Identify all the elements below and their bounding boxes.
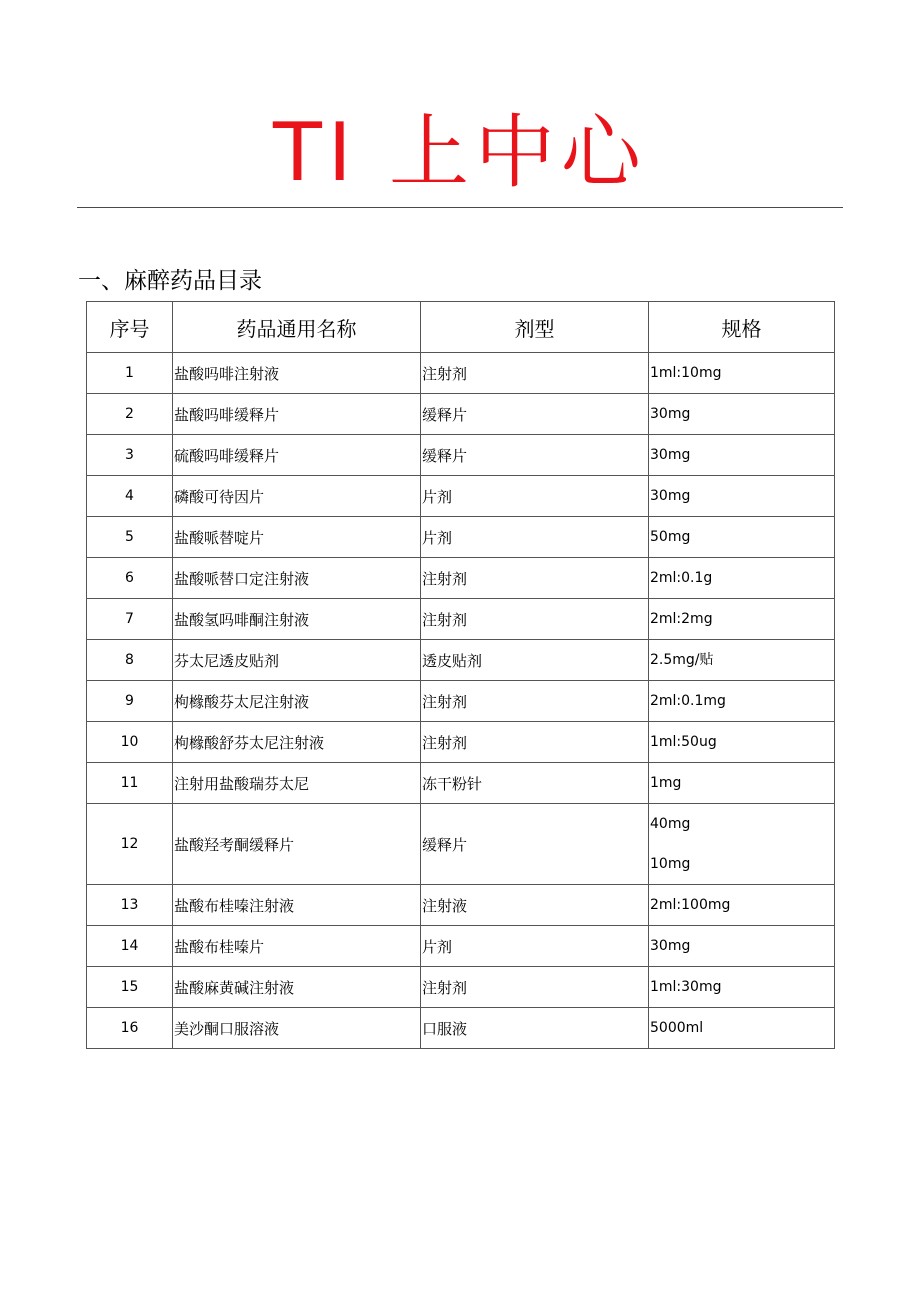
spec-value: 40mg — [650, 816, 691, 832]
cell-dosage-form: 注射剂 — [421, 681, 649, 722]
cell-specification — [649, 722, 835, 763]
cell-specification — [649, 435, 835, 476]
table-row — [87, 558, 835, 599]
header-form: 剂型 — [421, 302, 649, 353]
cell-dosage-form: 注射剂 — [421, 722, 649, 763]
cell-number: 12 — [87, 804, 173, 885]
cell-drug-name: 盐酸布桂嗪注射液 — [173, 885, 421, 926]
header-spec: 规格 — [649, 302, 835, 353]
cell-drug-name: 枸橼酸芬太尼注射液 — [173, 681, 421, 722]
cell-dosage-form: 注射剂 — [421, 599, 649, 640]
cell-dosage-form: 注射剂 — [421, 558, 649, 599]
cell-number: 3 — [87, 435, 173, 476]
table-body — [87, 353, 835, 1049]
cell-dosage-form: 片剂 — [421, 517, 649, 558]
cell-drug-name: 盐酸吗啡缓释片 — [173, 394, 421, 435]
cell-specification — [649, 763, 835, 804]
cell-specification — [649, 353, 835, 394]
document-title: TI 上中心 — [273, 106, 647, 199]
cell-specification — [649, 476, 835, 517]
spec-value: 30mg — [650, 406, 691, 422]
cell-drug-name: 盐酸哌替啶片 — [173, 517, 421, 558]
cell-specification — [649, 558, 835, 599]
spec-value: 30mg — [650, 447, 691, 463]
cell-number: 14 — [87, 926, 173, 967]
table-row — [87, 804, 835, 885]
spec-value: 2ml:100mg — [650, 897, 731, 913]
cell-specification — [649, 967, 835, 1008]
spec-value: 2ml:0.1mg — [650, 693, 726, 709]
table-header-row — [87, 302, 835, 353]
cell-drug-name: 盐酸氢吗啡酮注射液 — [173, 599, 421, 640]
cell-number: 11 — [87, 763, 173, 804]
cell-dosage-form: 片剂 — [421, 476, 649, 517]
cell-dosage-form: 缓释片 — [421, 394, 649, 435]
cell-specification — [649, 640, 835, 681]
cell-specification — [649, 599, 835, 640]
cell-number: 7 — [87, 599, 173, 640]
cell-dosage-form: 透皮贴剂 — [421, 640, 649, 681]
table-row — [87, 353, 835, 394]
cell-specification — [649, 804, 835, 885]
table-row — [87, 722, 835, 763]
spec-value: 30mg — [650, 938, 691, 954]
cell-drug-name: 盐酸布桂嗪片 — [173, 926, 421, 967]
cell-number: 8 — [87, 640, 173, 681]
spec-value: 2ml:2mg — [650, 611, 713, 627]
table-row — [87, 476, 835, 517]
cell-drug-name: 盐酸麻黄碱注射液 — [173, 967, 421, 1008]
spec-value: 1ml:30mg — [650, 979, 722, 995]
cell-specification — [649, 394, 835, 435]
header-name: 药品通用名称 — [173, 302, 421, 353]
cell-dosage-form: 冻干粉针 — [421, 763, 649, 804]
spec-value: 5000ml — [650, 1020, 704, 1036]
cell-number: 15 — [87, 967, 173, 1008]
cell-number: 4 — [87, 476, 173, 517]
cell-drug-name: 硫酸吗啡缓释片 — [173, 435, 421, 476]
cell-number: 9 — [87, 681, 173, 722]
cell-dosage-form: 注射剂 — [421, 353, 649, 394]
spec-value: 10mg — [650, 856, 691, 872]
spec-value: 1mg — [650, 775, 682, 791]
spec-value: 2ml:0.1g — [650, 570, 713, 586]
cell-drug-name: 芬太尼透皮贴剂 — [173, 640, 421, 681]
cell-dosage-form: 缓释片 — [421, 435, 649, 476]
spec-value: 30mg — [650, 488, 691, 504]
cell-dosage-form: 注射剂 — [421, 967, 649, 1008]
table-row — [87, 435, 835, 476]
table-row — [87, 599, 835, 640]
table-row — [87, 394, 835, 435]
cell-drug-name: 注射用盐酸瑞芬太尼 — [173, 763, 421, 804]
cell-drug-name: 磷酸可待因片 — [173, 476, 421, 517]
header-no: 序号 — [87, 302, 173, 353]
cell-specification — [649, 517, 835, 558]
table-row — [87, 763, 835, 804]
cell-number: 5 — [87, 517, 173, 558]
table-row — [87, 640, 835, 681]
cell-drug-name: 盐酸吗啡注射液 — [173, 353, 421, 394]
spec-value: 50mg — [650, 529, 691, 545]
table-row — [87, 681, 835, 722]
table-row — [87, 517, 835, 558]
cell-dosage-form: 缓释片 — [421, 804, 649, 885]
table-row — [87, 967, 835, 1008]
cell-dosage-form: 片剂 — [421, 926, 649, 967]
cell-drug-name: 盐酸哌替口定注射液 — [173, 558, 421, 599]
table-row — [87, 926, 835, 967]
cell-number: 1 — [87, 353, 173, 394]
title-divider — [77, 207, 843, 208]
cell-number: 13 — [87, 885, 173, 926]
cell-dosage-form: 口服液 — [421, 1008, 649, 1049]
cell-number: 16 — [87, 1008, 173, 1049]
section-heading: 一、麻醉药品目录 — [78, 268, 262, 294]
cell-number: 2 — [87, 394, 173, 435]
cell-drug-name: 美沙酮口服溶液 — [173, 1008, 421, 1049]
cell-specification — [649, 885, 835, 926]
cell-drug-name: 枸橼酸舒芬太尼注射液 — [173, 722, 421, 763]
cell-drug-name: 盐酸羟考酮缓释片 — [173, 804, 421, 885]
spec-value: 1ml:50ug — [650, 734, 717, 750]
drug-table — [86, 301, 835, 1049]
cell-specification — [649, 1008, 835, 1049]
table-row — [87, 1008, 835, 1049]
cell-number: 10 — [87, 722, 173, 763]
cell-dosage-form: 注射液 — [421, 885, 649, 926]
spec-value: 1ml:10mg — [650, 365, 722, 381]
cell-specification — [649, 926, 835, 967]
cell-number: 6 — [87, 558, 173, 599]
table-row — [87, 885, 835, 926]
cell-specification — [649, 681, 835, 722]
spec-value: 2.5mg/贴 — [650, 652, 714, 668]
